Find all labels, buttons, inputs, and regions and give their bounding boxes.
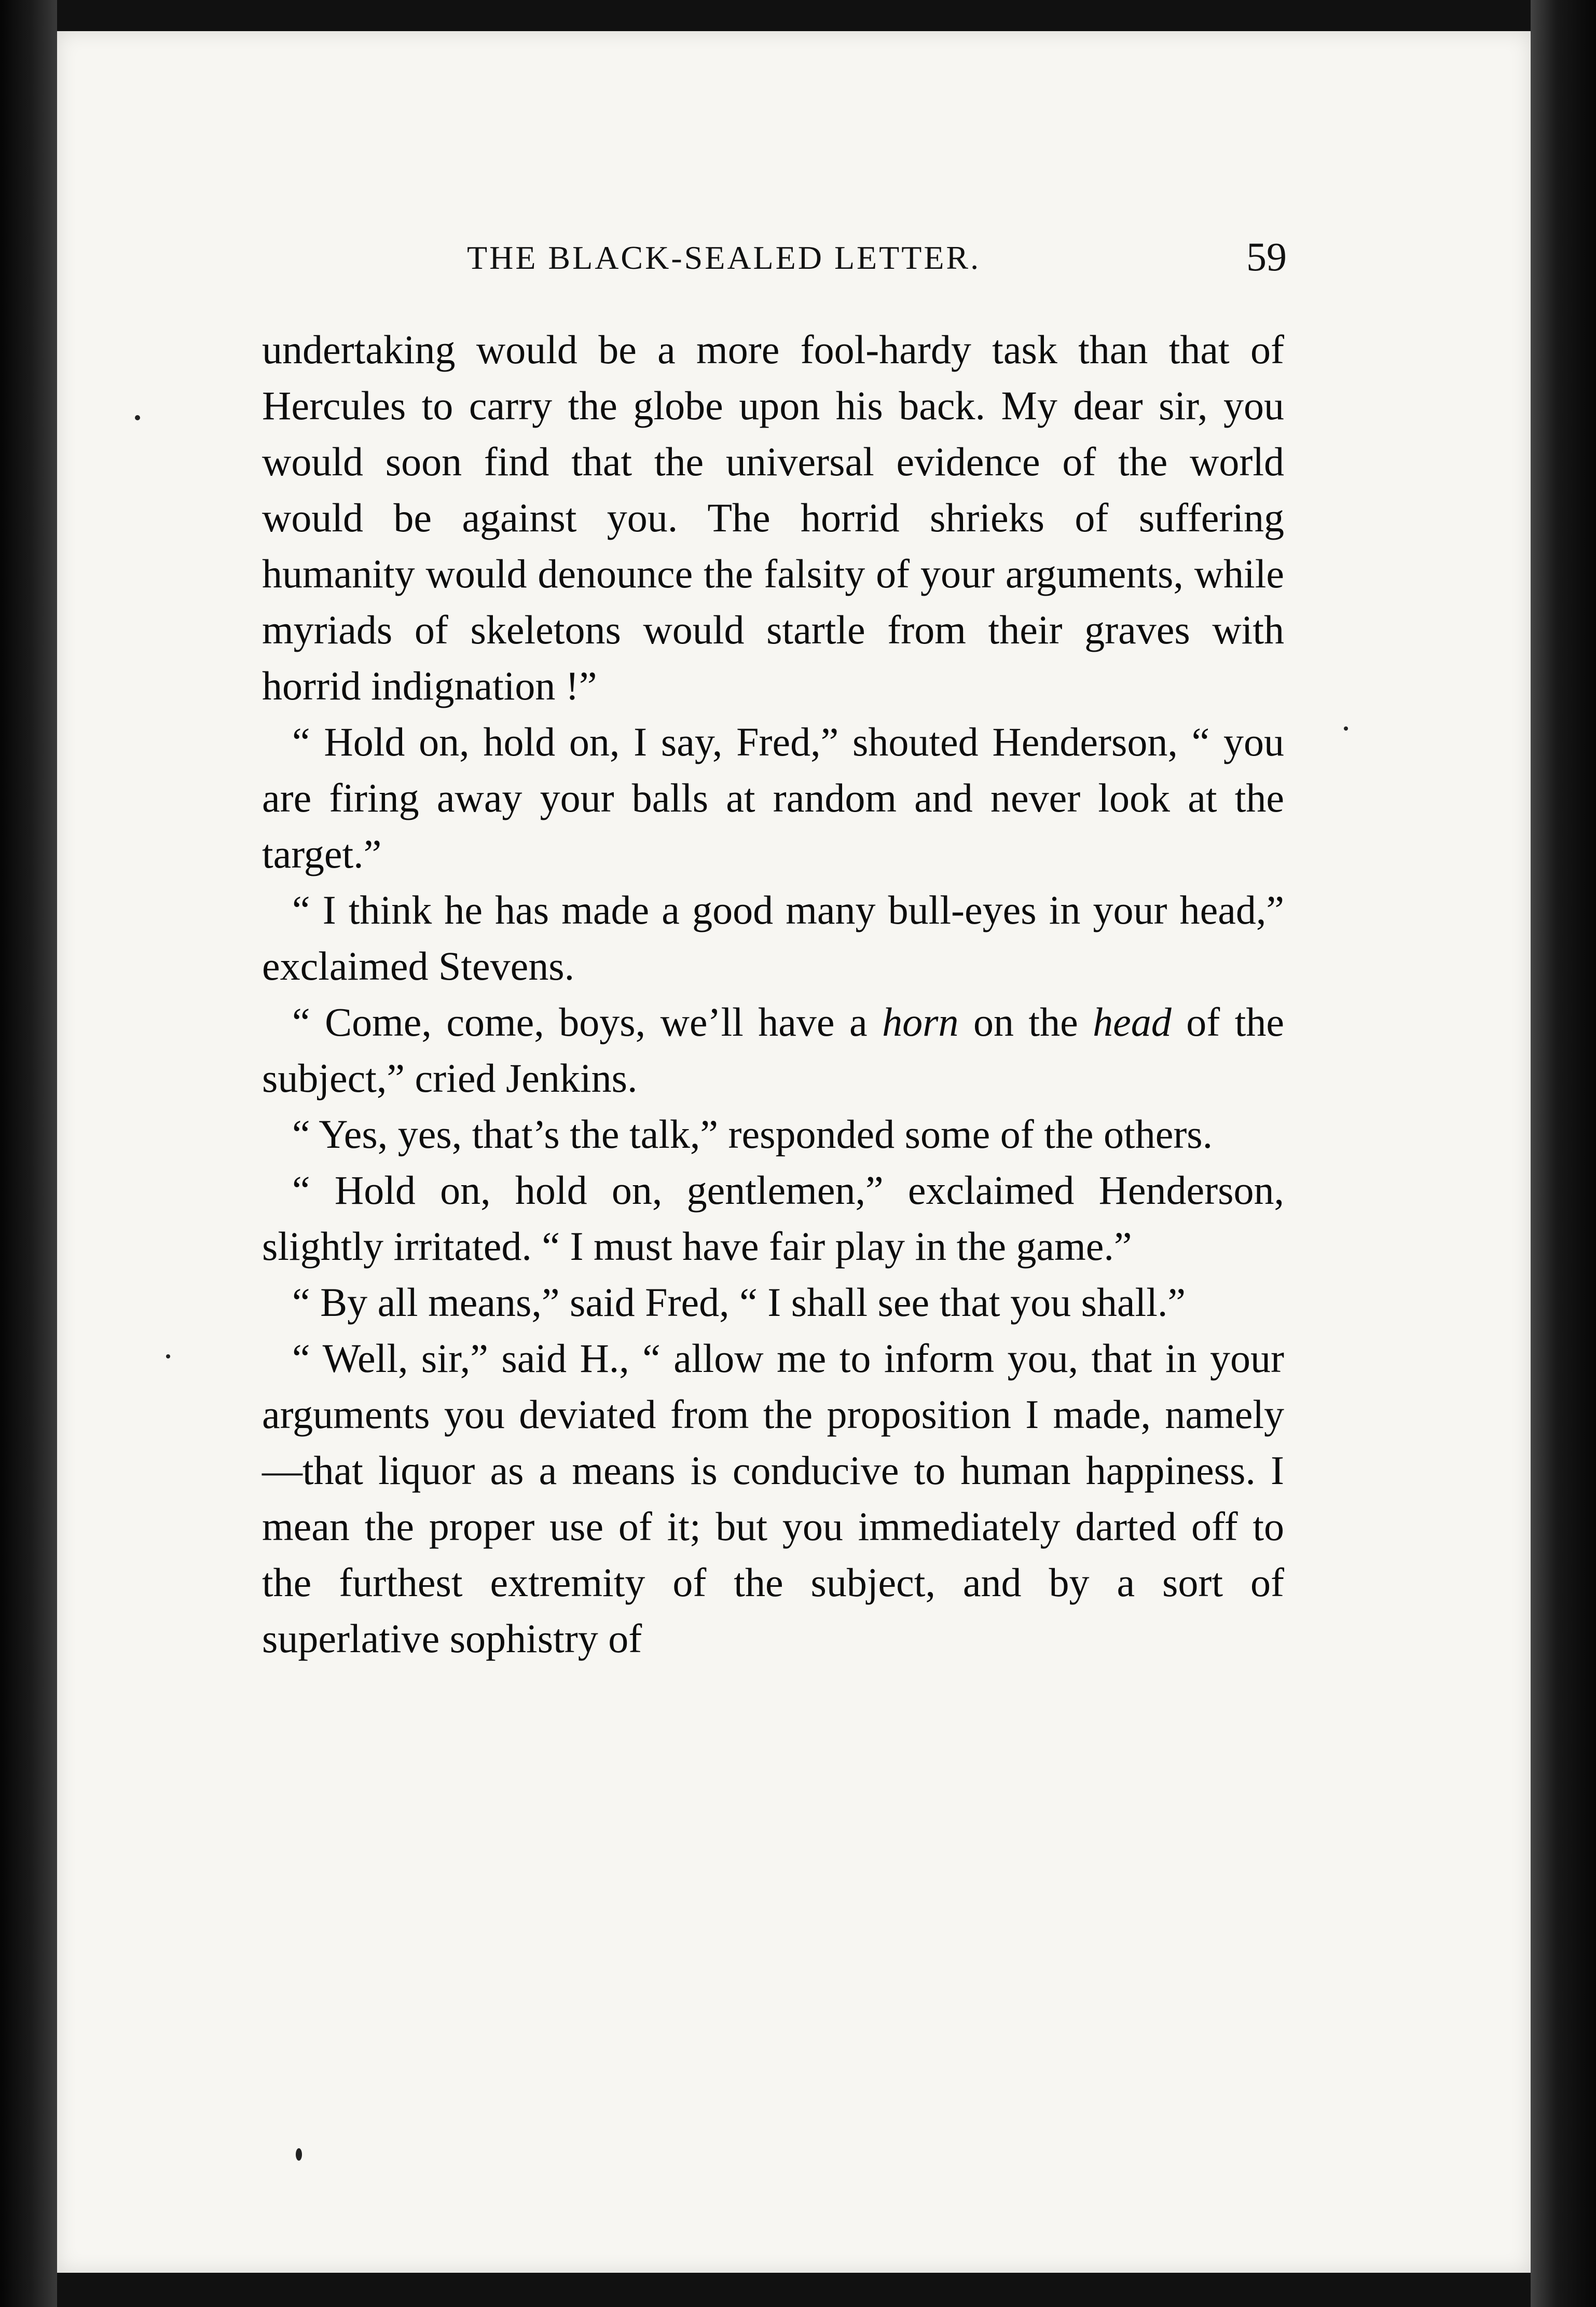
paragraph-segment: on the	[958, 999, 1093, 1045]
right-scan-edge	[1531, 0, 1596, 2307]
paragraph-segment: “ Come, come, boys, we’ll have a	[292, 999, 883, 1045]
page-number: 59	[1246, 234, 1287, 279]
running-title: THE BLACK-SEALED LETTER.	[467, 239, 981, 276]
paragraph: “ Hold on, hold on, gentlemen,” exclaimed Henderson, slightly irritated. “ I must have fair play in the game.”	[262, 1168, 1284, 1269]
paragraph: “ By all means,” said Fred, “ I shall see that you shall.”	[292, 1280, 1186, 1325]
page-header	[270, 234, 1287, 291]
print-speck	[296, 2148, 302, 2161]
paragraph: “ Yes, yes, that’s the talk,” responded some of the others.	[292, 1111, 1213, 1157]
print-speck	[166, 1354, 170, 1358]
paragraph-segment: of the subject,” cried Jenkins.	[262, 999, 1284, 1101]
paragraph: “ I think he has made a good many bull-eyes in your head,” exclaimed Stevens.	[262, 887, 1284, 988]
paragraph: “ Well, sir,” said H., “ allow me to inform you, that in your arguments you deviated from the proposition I made, namely—that liquor as a means is conducive to human happiness. I mean the proper use of it; but you immediately darted off to the furthest extremity of the subject, and by a sort of superlative sophistry of	[262, 1336, 1284, 1661]
paragraph	[262, 994, 1284, 1106]
paragraph: undertaking would be a more fool-hardy task than that of Hercules to carry the globe upon his back. My dear sir, you would soon find that the universal evidence of the world would be against you. The horrid shrieks of suffering humanity would denounce the falsity of your arguments, while myriads of skeletons would startle from their graves with horrid indignation !”	[262, 327, 1284, 708]
body-text	[262, 322, 1284, 1667]
left-scan-edge	[0, 0, 57, 2307]
print-speck	[1344, 726, 1348, 731]
italic-word: horn	[882, 999, 959, 1045]
paragraph: “ Hold on, hold on, I say, Fred,” shouted Henderson, “ you are firing away your balls at random and never look at the target.”	[262, 719, 1284, 876]
print-speck	[135, 415, 140, 420]
italic-word: head	[1093, 999, 1172, 1045]
